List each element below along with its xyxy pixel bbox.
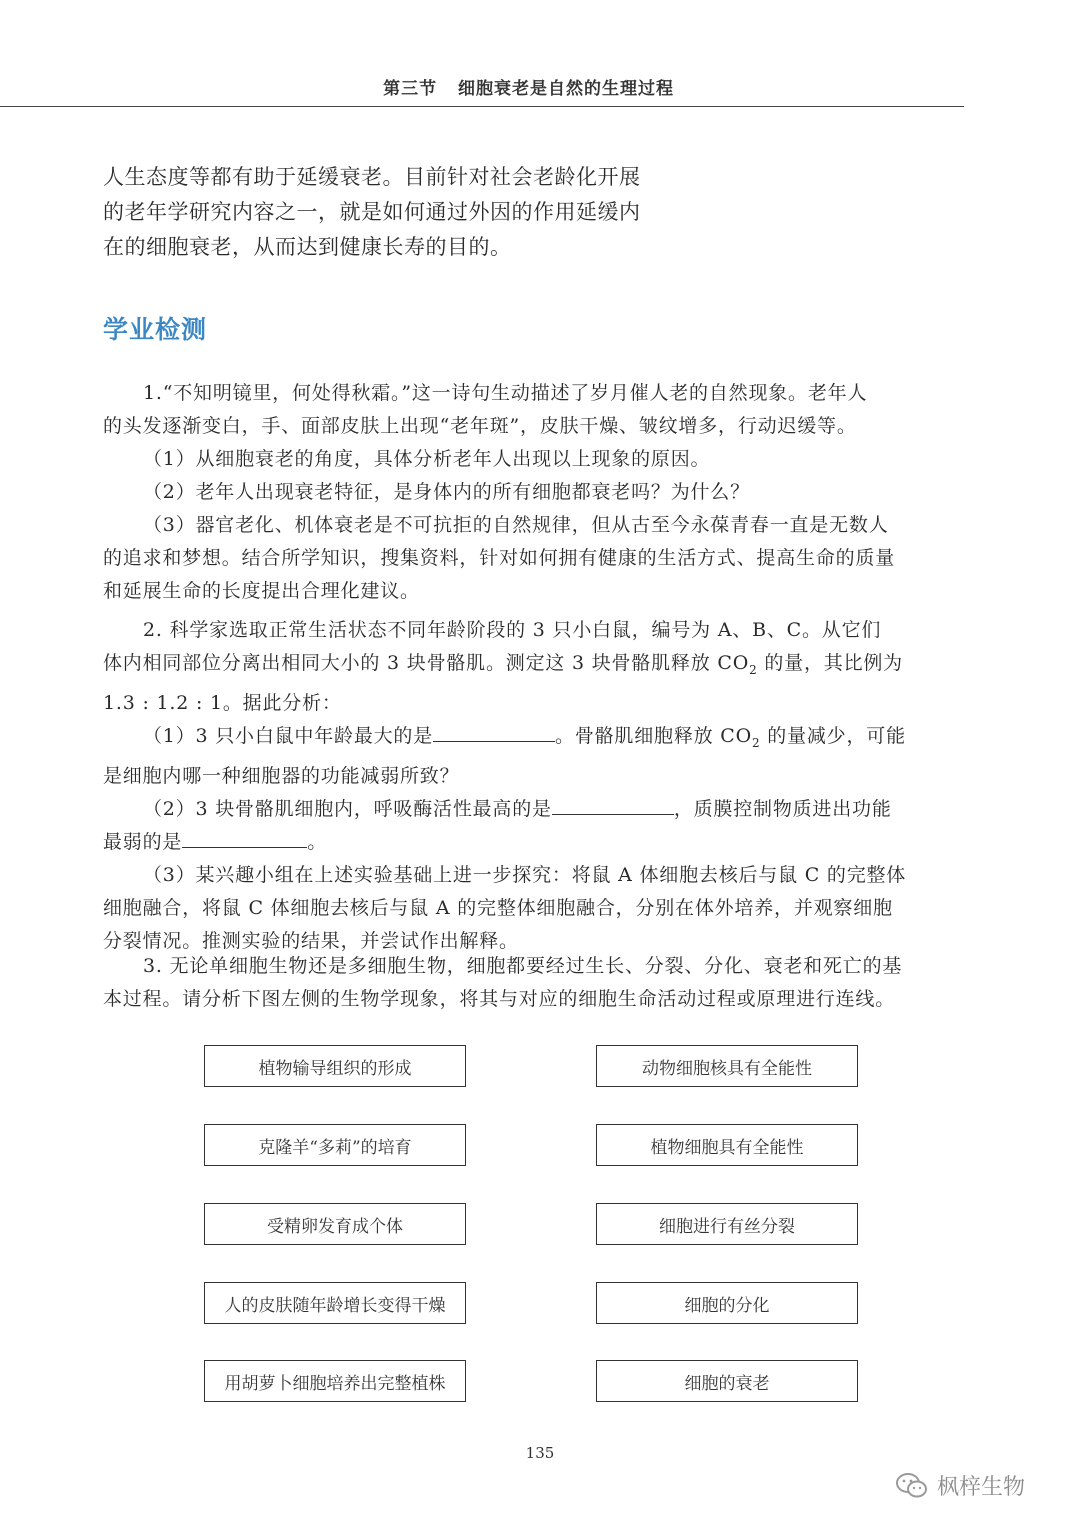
q2-text: （2）3 块骨骼肌细胞内，呼吸酶活性最高的是 — [143, 797, 552, 820]
q2-line — [103, 647, 963, 687]
section-title: 学业检测 — [103, 315, 208, 344]
watermark-text: 枫梓生物 — [937, 1475, 1026, 1500]
q2-sub2 — [103, 793, 963, 826]
intro-paragraph — [103, 160, 673, 265]
q3-line: 本过程。请分析下图左侧的生物学现象，将其与对应的细胞生命活动过程或原理进行连线。 — [103, 988, 896, 1010]
q2-line: 2. 科学家选取正常生活状态不同年龄阶段的 3 只小白鼠，编号为 A、B、C。从它们 — [143, 619, 882, 641]
q2-line: 1.3 : 1.2 : 1。据此分析： — [103, 691, 342, 714]
question-2 — [103, 614, 963, 958]
q2-sub1-cont: 是细胞内哪一种细胞器的功能减弱所致？ — [103, 764, 460, 787]
intro-line: 人生态度等都有助于延缓衰老。目前针对社会老龄化开展 — [103, 165, 641, 189]
match-right-box[interactable]: 细胞的衰老 — [596, 1360, 858, 1402]
q1-line: 的头发逐渐变白，手、面部皮肤上出现“老年斑”，皮肤干燥、皱纹增多，行动迟缓等。 — [103, 415, 857, 437]
match-left-box[interactable]: 人的皮肤随年龄增长变得干燥 — [204, 1282, 466, 1324]
match-right-box[interactable]: 植物细胞具有全能性 — [596, 1124, 858, 1166]
q2-subscript: 2 — [752, 735, 761, 750]
q2-text: 体内相同部位分离出相同大小的 3 块骨骼肌。测定这 3 块骨骼肌释放 CO — [103, 652, 750, 674]
q1-line: 1.“不知明镜里，何处得秋霜。”这一诗句生动描述了岁月催人老的自然现象。老年人 — [143, 382, 868, 404]
q2-subscript: 2 — [749, 662, 758, 677]
q3-line: 3. 无论单细胞生物还是多细胞生物，细胞都要经过生长、分裂、分化、衰老和死亡的基 — [143, 955, 903, 977]
q1-sub3-line: （3）器官老化、机体衰老是不可抗拒的自然规律，但从古至今永葆青春一直是无数人 — [143, 514, 889, 536]
question-3 — [103, 950, 963, 1016]
q1-sub1: （1）从细胞衰老的角度，具体分析老年人出现以上现象的原因。 — [143, 448, 711, 470]
q1-sub3-line: 和延展生命的长度提出合理化建议。 — [103, 580, 420, 602]
q2-sub3-line: （3）某兴趣小组在上述实验基础上进一步探究：将鼠 A 体细胞去核后与鼠 C 的完整体 — [143, 863, 907, 886]
q1-sub2: （2）老年人出现衰老特征，是身体内的所有细胞都衰老吗？为什么？ — [143, 481, 750, 503]
q2-sub3-line: 分裂情况。推测实验的结果，并尝试作出解释。 — [103, 929, 519, 952]
match-left-box[interactable]: 植物输导组织的形成 — [204, 1045, 466, 1087]
q2-sub3-line: 细胞融合，将鼠 C 体细胞去核后与鼠 A 的完整体细胞融合，分别在体外培养，并观察细胞 — [103, 896, 893, 919]
q2-text: 最弱的是 — [103, 830, 183, 853]
match-left-box[interactable]: 用胡萝卜细胞培养出完整植株 — [204, 1360, 466, 1402]
question-1 — [103, 377, 963, 608]
running-header — [0, 74, 964, 104]
q2-sub1 — [103, 720, 963, 760]
answer-blank[interactable] — [182, 827, 307, 848]
q2-text: （1）3 只小白鼠中年龄最大的是 — [143, 724, 434, 747]
match-left-box[interactable]: 受精卵发育成个体 — [204, 1203, 466, 1245]
answer-blank[interactable] — [433, 721, 555, 742]
match-right-box[interactable]: 动物细胞核具有全能性 — [596, 1045, 858, 1087]
header-section: 第三节 — [383, 79, 438, 99]
q2-text: 。 — [307, 830, 328, 853]
match-right-box[interactable]: 细胞的分化 — [596, 1282, 858, 1324]
wechat-icon — [895, 1472, 929, 1500]
intro-line: 的老年学研究内容之一，就是如何通过外因的作用延缓内 — [103, 200, 641, 224]
q2-text: 的量，其比例为 — [757, 652, 903, 674]
q2-text: ，质膜控制物质进出功能 — [673, 797, 892, 820]
header-title: 细胞衰老是自然的生理过程 — [458, 79, 674, 99]
q2-text: 的量减少，可能 — [760, 724, 906, 747]
q2-sub2-cont — [103, 826, 963, 859]
q2-text: 。骨骼肌细胞释放 CO — [555, 724, 752, 747]
watermark — [895, 1470, 1025, 1501]
match-left-box[interactable]: 克隆羊“多莉”的培育 — [204, 1124, 466, 1166]
page-number: 135 — [525, 1444, 555, 1462]
intro-line: 在的细胞衰老，从而达到健康长寿的目的。 — [103, 235, 512, 259]
header-rule — [0, 106, 964, 107]
q1-sub3-line: 的追求和梦想。结合所学知识，搜集资料，针对如何拥有健康的生活方式、提高生命的质量 — [103, 547, 896, 569]
match-right-box[interactable]: 细胞进行有丝分裂 — [596, 1203, 858, 1245]
answer-blank[interactable] — [552, 794, 674, 815]
